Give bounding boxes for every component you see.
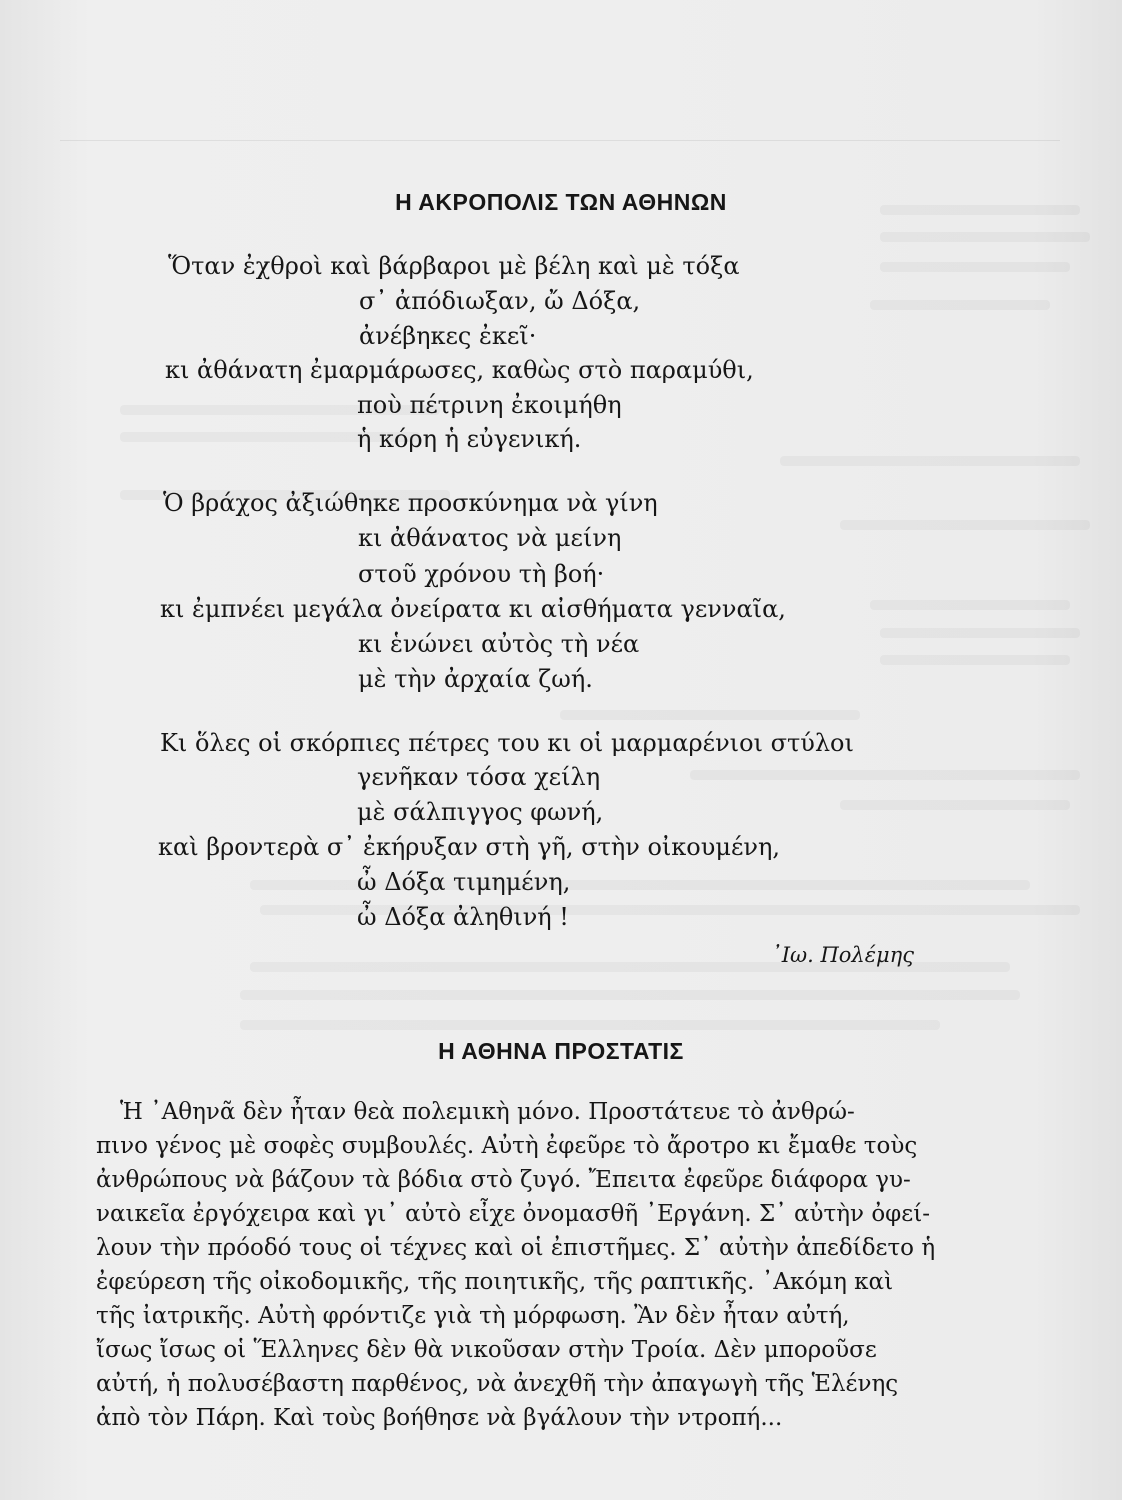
poem-author: ᾽Ιω. Πολέμης <box>771 943 914 967</box>
prose-line: ἀπὸ τὸν Πάρη. Καὶ τοὺς βοήθησε νὰ βγάλουν τὴν ντροπή... <box>96 1405 783 1431</box>
poem-line: ἀνέβηκες ἐκεῖ· <box>359 322 537 350</box>
poem-line: μὲ σάλπιγγος φωνή, <box>357 798 604 826</box>
prose-line: πινο γένος μὲ σοφὲς συμβουλές. Αὐτὴ ἐφεῦρε τὸ ἄροτρο κι ἔμαθε τοὺς <box>96 1133 918 1159</box>
poem-line: ὦ Δόξα ἀληθινή ! <box>357 903 569 931</box>
poem-line: Ὁ βράχος ἀξιώθηκε προσκύνημα νὰ γίνη <box>163 489 658 517</box>
prose-line: Ἡ ᾽Αθηνᾶ δὲν ἦταν θεὰ πολεμικὴ μόνο. Προστάτευε τὸ ἀνθρώ- <box>120 1099 855 1125</box>
poem-line: κι ἀθάνατος νὰ μείνη <box>358 524 622 552</box>
poem-line: κι ἑνώνει αὐτὸς τὴ νέα <box>358 630 640 658</box>
prose-line: ἐφεύρεση τῆς οἰκοδομικῆς, τῆς ποιητικῆς, τῆς ραπτικῆς. ᾽Ακόμη καὶ <box>96 1269 894 1295</box>
poem-line: σ᾽ ἀπόδιωξαν, ὤ Δόξα, <box>359 287 641 315</box>
prose-line: ἴσως ἴσως οἱ Ἕλληνες δὲν θὰ νικοῦσαν στὴν Τροία. Δὲν μποροῦσε <box>96 1337 877 1363</box>
poem-line: κι ἐμπνέει μεγάλα ὀνείρατα κι αἰσθήματα γενναῖα, <box>160 595 786 623</box>
prose-line: λουν τὴν πρόοδό τους οἱ τέχνες καὶ οἱ ἐπιστῆμες. Σ᾽ αὐτὴν ἀπεδίδετο ἡ <box>96 1235 936 1261</box>
poem-line: στοῦ χρόνου τὴ βοή· <box>358 560 605 588</box>
poem-line: ἡ κόρη ἡ εὐγενική. <box>357 425 582 453</box>
prose-line: αὐτή, ἡ πολυσέβαστη παρθένος, νὰ ἀνεχθῆ τὴν ἀπαγωγὴ τῆς Ἑλένης <box>96 1371 899 1397</box>
poem-title: Η ΑΚΡΟΠΟΛΙΣ ΤΩΝ ΑΘΗΝΩΝ <box>395 189 727 215</box>
poem-line: ποὺ πέτρινη ἐκοιμήθη <box>357 391 622 419</box>
running-header-bleed <box>60 140 1060 141</box>
prose-line: ναικεῖα ἐργόχειρα καὶ γι᾽ αὐτὸ εἶχε ὀνομασθῆ ᾽Εργάνη. Σ᾽ αὐτὴν ὀφεί- <box>96 1201 930 1227</box>
poem-line: μὲ τὴν ἀρχαία ζωή. <box>358 665 593 693</box>
poem-line: Κι ὅλες οἱ σκόρπιες πέτρες του κι οἱ μαρμαρένιοι στύλοι <box>160 729 854 757</box>
prose-line: τῆς ἰατρικῆς. Αὐτὴ φρόντιζε γιὰ τὴ μόρφωση. Ἂν δὲν ἦταν αὐτή, <box>96 1303 850 1329</box>
poem-line: ὦ Δόξα τιμημένη, <box>357 868 571 896</box>
poem-line: κι ἀθάνατη ἐμαρμάρωσες, καθὼς στὸ παραμύθι, <box>165 356 754 384</box>
prose-title: Η ΑΘΗΝΑ ΠΡΟΣΤΑΤΙΣ <box>438 1038 684 1064</box>
poem-line: καὶ βροντερὰ σ᾽ ἐκήρυξαν στὴ γῆ, στὴν οἰκουμένη, <box>158 833 780 861</box>
prose-line: ἀνθρώπους νὰ βάζουν τὰ βόδια στὸ ζυγό. Ἔπειτα ἐφεῦρε διάφορα γυ- <box>96 1167 911 1193</box>
poem-line: Ὅταν ἐχθροὶ καὶ βάρβαροι μὲ βέλη καὶ μὲ τόξα <box>168 252 740 280</box>
poem-line: γενῆκαν τόσα χείλη <box>357 763 601 791</box>
